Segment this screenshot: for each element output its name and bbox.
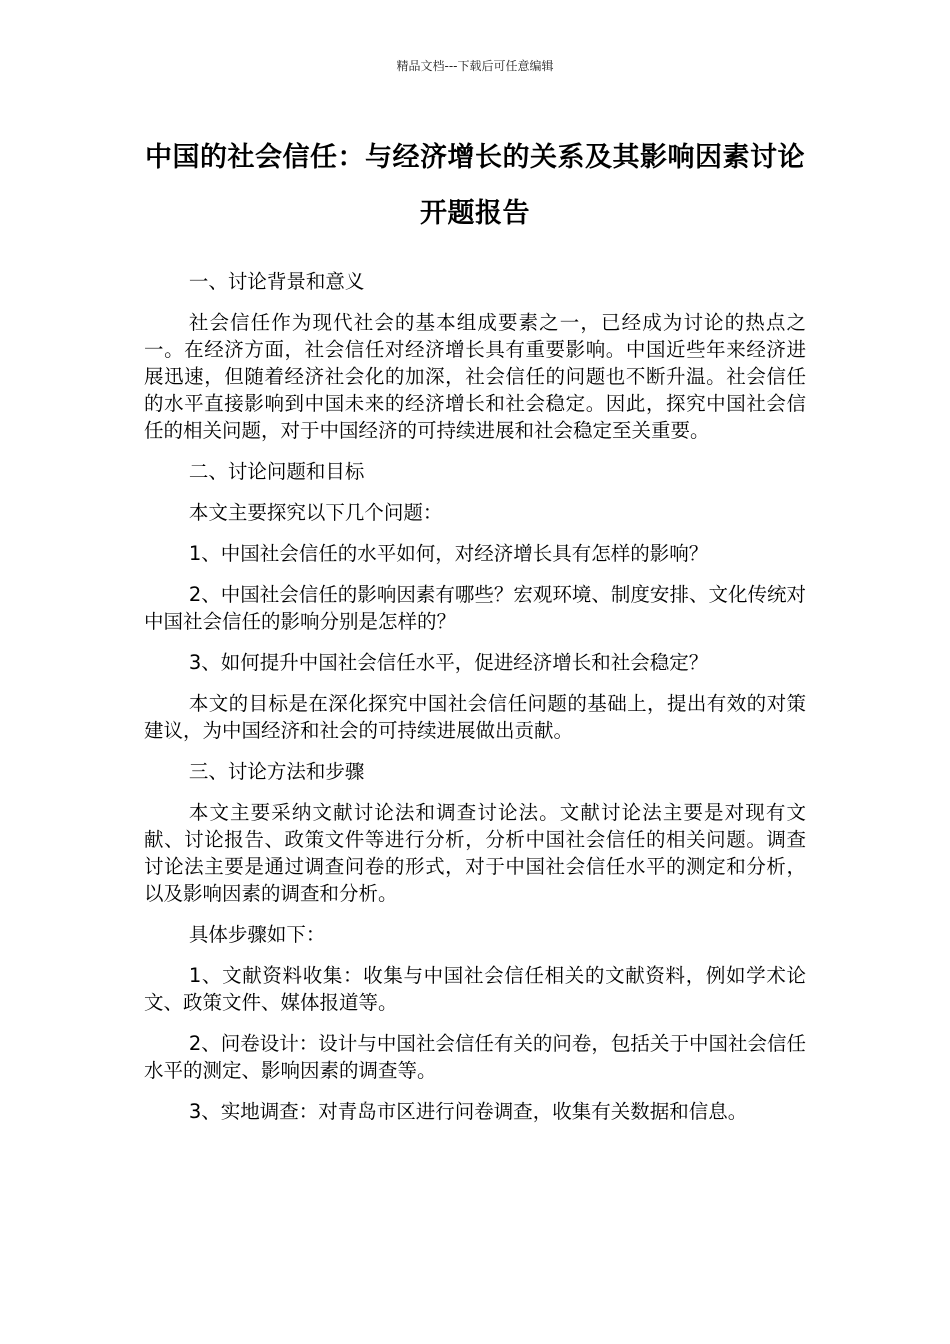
step-item-2: 2、问卷设计：设计与中国社会信任有关的问卷，包括关于中国社会信任水平的测定、影响因素的调查等。 xyxy=(144,1032,806,1082)
section-heading-background: 一、讨论背景和意义 xyxy=(188,270,365,293)
document-body xyxy=(144,268,806,1139)
step-item-1: 1、文献资料收集：收集与中国社会信任相关的文献资料，例如学术论文、政策文件、媒体报道等。 xyxy=(144,964,806,1014)
question-item-3: 3、如何提升中国社会信任水平，促进经济增长和社会稳定？ xyxy=(188,651,709,674)
document-title: 中国的社会信任：与经济增长的关系及其影响因素讨论开题报告 xyxy=(145,142,805,229)
paragraph-objective: 本文的目标是在深化探究中国社会信任问题的基础上，提出有效的对策建议，为中国经济和社会的可持续进展做出贡献。 xyxy=(144,692,806,742)
paragraph-background: 社会信任作为现代社会的基本组成要素之一，已经成为讨论的热点之一。在经济方面，社会信任对经济增长具有重要影响。中国近些年来经济进展迅速，但随着经济社会化的加深，社会信任的问题也不断升温。社会信任的水平直接影响到中国未来的经济增长和社会稳定。因此，探究中国社会信任的相关问题，对于中国经济的可持续进展和社会稳定至关重要。 xyxy=(144,311,806,442)
step-item-3: 3、实地调查：对青岛市区进行问卷调查，收集有关数据和信息。 xyxy=(188,1100,748,1123)
paragraph-questions-intro: 本文主要探究以下几个问题： xyxy=(188,501,443,524)
paragraph-methods: 本文主要采纳文献讨论法和调查讨论法。文献讨论法主要是对现有文献、讨论报告、政策文件等进行分析，分析中国社会信任的相关问题。调查讨论法主要是通过调查问卷的形式，对于中国社会信任水平的测定和分析，以及影响因素的调查和分析。 xyxy=(144,801,806,905)
section-heading-questions: 二、讨论问题和目标 xyxy=(188,460,365,483)
paragraph-steps-intro: 具体步骤如下： xyxy=(188,923,326,946)
section-heading-methods: 三、讨论方法和步骤 xyxy=(188,760,365,783)
header-note: 精品文档---下载后可任意编辑 xyxy=(396,59,554,73)
question-item-1: 1、中国社会信任的水平如何，对经济增长具有怎样的影响？ xyxy=(188,542,709,565)
question-item-2: 2、中国社会信任的影响因素有哪些？宏观环境、制度安排、文化传统对中国社会信任的影响分别是怎样的？ xyxy=(144,583,806,633)
